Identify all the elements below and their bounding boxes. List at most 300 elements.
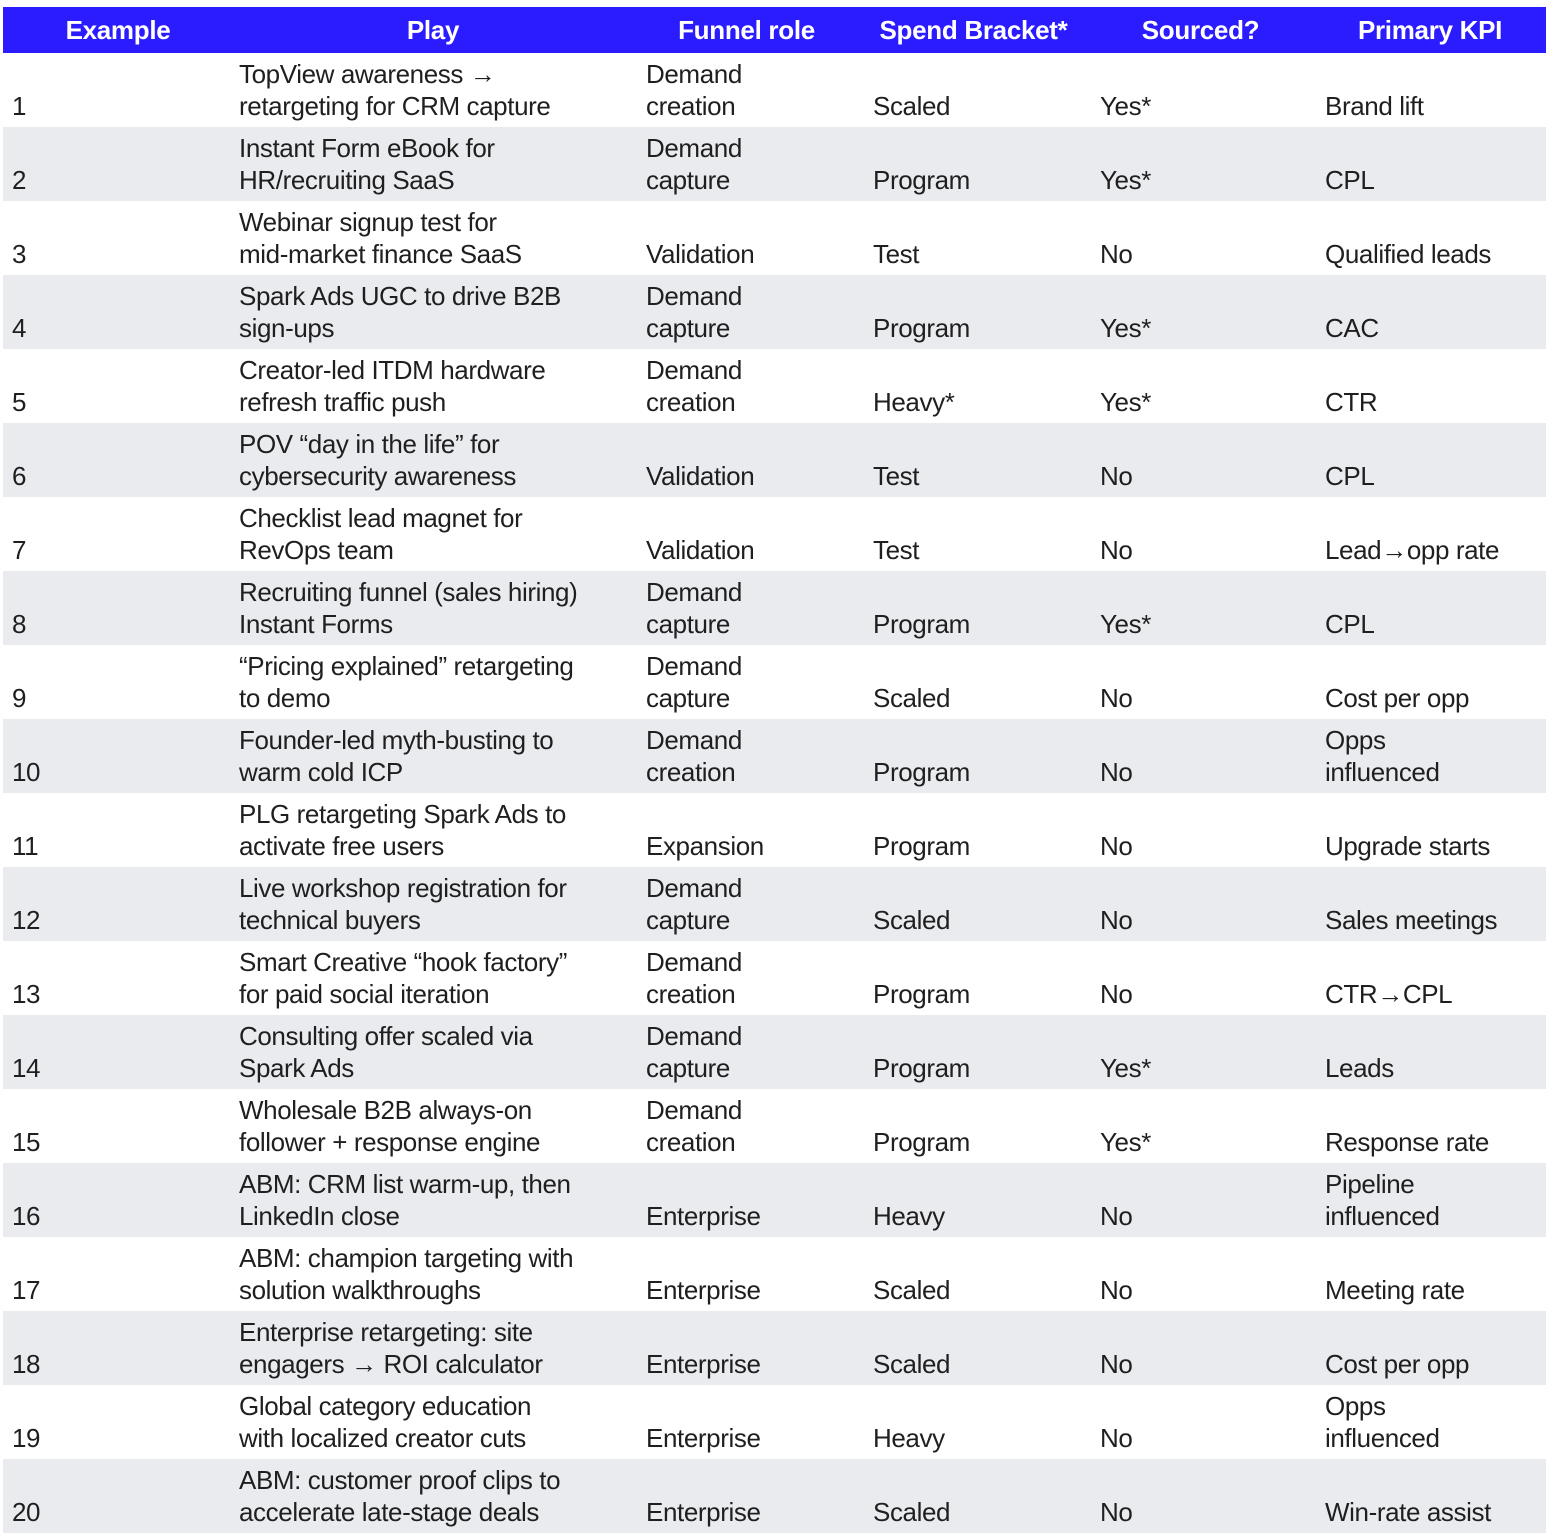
table-header [3,7,1546,53]
cell-spend-bracket: Heavy [873,1423,945,1453]
cell-sourced: No [1100,683,1133,713]
cell-play-line: “Pricing explained” retargeting [239,651,574,681]
cell-primary-kpi-text [1325,238,1491,270]
cell-spend-bracket: Program [873,1053,970,1083]
cell-primary-kpi-line: CPL [1325,165,1375,195]
cell-play-line: Spark Ads [239,1053,354,1083]
cell-funnel-role [640,1385,867,1459]
cell-funnel-role-line: Demand [646,1021,742,1051]
cell-play-text [239,1464,560,1528]
cell-play [233,275,640,349]
cell-play-text [239,428,516,492]
cell-spend-bracket: Scaled [873,905,951,935]
cell-primary-kpi-text [1325,1168,1440,1232]
cell-spend-bracket: Test [873,461,920,491]
cell-funnel-role [640,793,867,867]
cell-funnel-role-line: Enterprise [646,1275,761,1305]
cell-funnel-role [640,423,867,497]
cell-primary-kpi-line: Pipeline [1325,1169,1415,1199]
cell-spend-bracket: Program [873,1127,970,1157]
cell-play [233,1311,640,1385]
cell-play-line: Enterprise retargeting: site [239,1317,533,1347]
cell-example: 5 [12,387,27,417]
cell-spend-bracket: Program [873,313,970,343]
cell-funnel-role [640,719,867,793]
cell-play [233,1385,640,1459]
cell-play [233,867,640,941]
cell-play-line: follower + response engine [239,1127,541,1157]
cell-funnel-role [640,1089,867,1163]
cell-primary-kpi-line: Win-rate assist [1325,1497,1491,1527]
cell-play-text [239,354,545,418]
cell-sourced: Yes* [1100,1127,1151,1157]
cell-spend-bracket: Test [873,535,920,565]
cell-funnel-role-line: capture [646,165,730,195]
cell-play-line: solution walkthroughs [239,1275,481,1305]
cell-primary-kpi-line: Leads [1325,1053,1394,1083]
cell-play [233,349,640,423]
cell-primary-kpi-text [1325,1496,1491,1528]
cell-primary-kpi-text [1325,978,1452,1010]
cell-primary-kpi [1321,793,1546,867]
cell-play-line: with localized creator cuts [239,1423,526,1453]
cell-primary-kpi-text [1325,682,1469,714]
cell-primary-kpi-text [1325,608,1374,640]
cell-primary-kpi-line: CAC [1325,313,1379,343]
cell-funnel-role-line: capture [646,683,730,713]
cell-play-text [239,946,567,1010]
cell-funnel-role-text [646,132,742,196]
cell-play-line: Recruiting funnel (sales hiring) [239,577,578,607]
cell-primary-kpi [1321,719,1546,793]
cell-funnel-role-text [646,1496,761,1528]
cell-spend-bracket: Program [873,757,970,787]
cell-funnel-role [640,1163,867,1237]
cell-play-line: refresh traffic push [239,387,446,417]
cell-funnel-role-line: creation [646,757,736,787]
cell-play-line: Creator-led ITDM hardware [239,355,546,385]
table-row [3,1015,1546,1089]
cell-play [233,719,640,793]
cell-example: 11 [12,831,39,861]
header-sourced: Sourced? [1141,14,1260,45]
cell-primary-kpi [1321,1311,1546,1385]
cell-primary-kpi-line: influenced [1325,1201,1440,1231]
cell-primary-kpi-line: CTR [1325,387,1378,417]
cell-example: 12 [12,905,41,935]
cell-spend-bracket: Test [873,239,920,269]
cell-play [233,1237,640,1311]
cell-play-line: ABM: CRM list warm-up, then [239,1169,571,1199]
cell-funnel-role [640,497,867,571]
cell-funnel-role-text [646,946,742,1010]
cell-primary-kpi-line: Cost per opp [1325,1349,1470,1379]
cell-funnel-role-line: Demand [646,281,742,311]
cell-play-text [239,280,561,344]
cell-funnel-role [640,1459,867,1533]
cell-play [233,497,640,571]
playbook-table [3,7,1546,1533]
cell-play-line: retargeting for CRM capture [239,91,551,121]
cell-play-text [239,58,550,122]
cell-spend-bracket: Scaled [873,1497,951,1527]
table-row [3,1311,1546,1385]
cell-spend-bracket: Scaled [873,1275,951,1305]
table-row [3,1163,1546,1237]
table-row [3,867,1546,941]
cell-funnel-role-text [646,1200,761,1232]
cell-primary-kpi-line: Upgrade starts [1325,831,1490,861]
cell-example: 6 [12,461,27,491]
cell-funnel-role-line: Demand [646,355,742,385]
cell-primary-kpi-line: Response rate [1325,1127,1489,1157]
cell-funnel-role-line: Validation [646,535,755,565]
cell-funnel-role-line: Demand [646,59,742,89]
cell-funnel-role [640,1015,867,1089]
cell-play-line: Consulting offer scaled via [239,1021,533,1051]
cell-funnel-role-text [646,1348,761,1380]
cell-funnel-role [640,275,867,349]
cell-sourced: No [1100,979,1133,1009]
cell-play-text [239,206,522,270]
cell-primary-kpi [1321,941,1546,1015]
cell-primary-kpi-text [1325,386,1377,418]
header-spend-bracket: Spend Bracket* [879,14,1068,45]
cell-play-line: Founder-led myth-busting to [239,725,554,755]
cell-funnel-role-text [646,830,764,862]
cell-primary-kpi-text [1325,830,1490,862]
cell-funnel-role-line: Enterprise [646,1497,761,1527]
cell-spend-bracket: Program [873,831,970,861]
cell-sourced: Yes* [1100,609,1151,639]
table-row [3,349,1546,423]
cell-primary-kpi [1321,571,1546,645]
cell-example: 8 [12,609,27,639]
cell-funnel-role-line: creation [646,91,736,121]
table-row [3,423,1546,497]
cell-funnel-role-line: Demand [646,947,742,977]
cell-sourced: No [1100,831,1133,861]
cell-example: 1 [12,91,27,121]
cell-play-text [239,1242,573,1306]
cell-play-line: Global category education [239,1391,532,1421]
cell-sourced: No [1100,1275,1133,1305]
cell-primary-kpi [1321,1163,1546,1237]
cell-primary-kpi-text [1325,90,1424,122]
cell-primary-kpi-text [1325,1348,1469,1380]
table-row [3,1237,1546,1311]
cell-primary-kpi-text [1325,1052,1394,1084]
cell-sourced: No [1100,1349,1133,1379]
cell-funnel-role [640,1311,867,1385]
cell-play-line: Smart Creative “hook factory” [239,947,567,977]
cell-primary-kpi-line: CPL [1325,609,1375,639]
cell-play-text [239,502,522,566]
header-funnel-role: Funnel role [678,14,815,45]
cell-play-line: for paid social iteration [239,979,490,1009]
cell-play-line: POV “day in the life” for [239,429,500,459]
cell-sourced: Yes* [1100,387,1151,417]
cell-primary-kpi [1321,1459,1546,1533]
cell-primary-kpi-text [1325,1126,1489,1158]
cell-play-text [239,1020,533,1084]
cell-primary-kpi [1321,867,1546,941]
cell-funnel-role-line: Enterprise [646,1423,761,1453]
cell-primary-kpi-line: CPL [1325,461,1375,491]
cell-play-line: HR/recruiting SaaS [239,165,455,195]
cell-primary-kpi [1321,201,1546,275]
cell-play-text [239,132,495,196]
table-row [3,275,1546,349]
cell-play-text [239,872,567,936]
cell-sourced: Yes* [1100,165,1151,195]
cell-funnel-role-line: Demand [646,133,742,163]
cell-primary-kpi [1321,1385,1546,1459]
cell-primary-kpi [1321,645,1546,719]
cell-primary-kpi-line: influenced [1325,1423,1440,1453]
cell-funnel-role-line: Enterprise [646,1201,761,1231]
cell-play [233,1089,640,1163]
cell-funnel-role-text [646,1422,761,1454]
cell-funnel-role-line: capture [646,609,730,639]
header-primary-kpi: Primary KPI [1357,14,1503,45]
cell-funnel-role [640,201,867,275]
table-row [3,127,1546,201]
cell-spend-bracket: Scaled [873,683,951,713]
cell-primary-kpi [1321,349,1546,423]
cell-example: 17 [12,1275,41,1305]
cell-spend-bracket: Scaled [873,91,951,121]
table-row [3,941,1546,1015]
table-body [3,53,1546,1533]
table-row [3,53,1546,127]
cell-play-text [239,1094,540,1158]
cell-example: 3 [12,239,27,269]
cell-play-text [239,1316,543,1380]
cell-funnel-role-line: Demand [646,1095,742,1125]
cell-play [233,941,640,1015]
cell-funnel-role-line: creation [646,979,736,1009]
cell-play [233,1459,640,1533]
cell-sourced: No [1100,535,1133,565]
cell-play-text [239,724,553,788]
cell-play-line: cybersecurity awareness [239,461,516,491]
cell-play-line: Live workshop registration for [239,873,567,903]
cell-funnel-role [640,867,867,941]
cell-primary-kpi-text [1325,460,1374,492]
header-example: Example [65,14,171,45]
table-row [3,1089,1546,1163]
cell-example: 16 [12,1201,41,1231]
cell-primary-kpi [1321,53,1546,127]
cell-example: 4 [12,313,27,343]
cell-funnel-role-text [646,534,754,566]
table-row [3,793,1546,867]
cell-play-text [239,576,577,640]
cell-play-line: Instant Forms [239,609,393,639]
cell-play-line: mid-market finance SaaS [239,239,522,269]
cell-sourced: Yes* [1100,1053,1151,1083]
cell-example: 18 [12,1349,41,1379]
table-row [3,201,1546,275]
cell-spend-bracket: Program [873,979,970,1009]
cell-play-line: ABM: customer proof clips to [239,1465,561,1495]
cell-play [233,645,640,719]
cell-funnel-role [640,349,867,423]
cell-funnel-role-line: Enterprise [646,1349,761,1379]
table-row [3,719,1546,793]
cell-primary-kpi [1321,127,1546,201]
cell-funnel-role-text [646,724,742,788]
table-row [3,1385,1546,1459]
cell-play [233,571,640,645]
cell-funnel-role-text [646,238,754,270]
cell-funnel-role [640,127,867,201]
cell-funnel-role [640,645,867,719]
cell-primary-kpi-text [1325,724,1440,788]
cell-primary-kpi [1321,423,1546,497]
cell-primary-kpi-line: influenced [1325,757,1440,787]
cell-play-line: ABM: champion targeting with [239,1243,574,1273]
cell-primary-kpi [1321,497,1546,571]
cell-play [233,201,640,275]
cell-play-line: sign-ups [239,313,335,343]
cell-example: 14 [12,1053,41,1083]
cell-funnel-role-line: capture [646,1053,730,1083]
cell-primary-kpi [1321,1237,1546,1311]
cell-funnel-role-line: creation [646,387,736,417]
cell-primary-kpi-line: Qualified leads [1325,239,1491,269]
cell-sourced: No [1100,1423,1133,1453]
table-row [3,1459,1546,1533]
cell-primary-kpi-text [1325,164,1374,196]
cell-play-line: engagers → ROI calculator [239,1349,543,1379]
cell-play-text [239,650,573,714]
cell-primary-kpi-line: Meeting rate [1325,1275,1465,1305]
cell-play-line: Webinar signup test for [239,207,497,237]
cell-play-line: Instant Form eBook for [239,133,495,163]
cell-play [233,53,640,127]
cell-funnel-role-text [646,280,742,344]
cell-primary-kpi-line: CTR→CPL [1325,979,1453,1009]
cell-funnel-role-text [646,576,742,640]
cell-primary-kpi-text [1325,1274,1465,1306]
cell-play [233,127,640,201]
cell-sourced: No [1100,239,1133,269]
table-row [3,571,1546,645]
cell-funnel-role-line: Demand [646,873,742,903]
cell-spend-bracket: Heavy* [873,387,955,417]
cell-sourced: No [1100,461,1133,491]
table-row [3,497,1546,571]
cell-funnel-role-line: capture [646,905,730,935]
cell-example: 15 [12,1127,41,1157]
cell-play-text [239,798,566,862]
cell-play-line: TopView awareness → [239,59,496,89]
cell-example: 10 [12,757,41,787]
cell-example: 7 [12,535,27,565]
cell-play-text [239,1168,571,1232]
cell-primary-kpi-text [1325,1390,1440,1454]
cell-funnel-role [640,53,867,127]
cell-sourced: No [1100,1497,1133,1527]
cell-play-text [239,1390,531,1454]
cell-funnel-role-line: Validation [646,239,755,269]
cell-play-line: activate free users [239,831,444,861]
cell-funnel-role-text [646,872,742,936]
cell-primary-kpi-text [1325,904,1497,936]
cell-play-line: technical buyers [239,905,421,935]
cell-sourced: No [1100,905,1133,935]
cell-play-line: warm cold ICP [239,757,403,787]
cell-play [233,793,640,867]
cell-primary-kpi-line: Brand lift [1325,91,1424,121]
cell-sourced: Yes* [1100,313,1151,343]
cell-funnel-role-text [646,1020,742,1084]
cell-example: 20 [12,1497,41,1527]
cell-spend-bracket: Heavy [873,1201,945,1231]
cell-funnel-role [640,941,867,1015]
cell-funnel-role-line: creation [646,1127,736,1157]
cell-primary-kpi [1321,1089,1546,1163]
cell-play [233,1163,640,1237]
cell-funnel-role-line: Demand [646,651,742,681]
cell-primary-kpi [1321,275,1546,349]
cell-funnel-role-text [646,354,742,418]
cell-play-line: Wholesale B2B always-on [239,1095,532,1125]
cell-play-line: Checklist lead magnet for [239,503,523,533]
cell-primary-kpi-line: Cost per opp [1325,683,1470,713]
cell-play-line: to demo [239,683,331,713]
cell-play [233,423,640,497]
cell-spend-bracket: Program [873,165,970,195]
cell-primary-kpi-line: Opps [1325,725,1386,755]
cell-sourced: No [1100,757,1133,787]
cell-play-line: LinkedIn close [239,1201,400,1231]
cell-funnel-role-text [646,460,754,492]
cell-example: 9 [12,683,27,713]
table-row [3,645,1546,719]
cell-example: 19 [12,1423,41,1453]
cell-spend-bracket: Scaled [873,1349,951,1379]
cell-funnel-role-line: Validation [646,461,755,491]
cell-spend-bracket: Program [873,609,970,639]
cell-play-line: accelerate late-stage deals [239,1497,539,1527]
cell-play-line: Spark Ads UGC to drive B2B [239,281,561,311]
cell-funnel-role [640,1237,867,1311]
cell-funnel-role-line: capture [646,313,730,343]
cell-example: 13 [12,979,41,1009]
cell-example: 2 [12,165,27,195]
cell-funnel-role-line: Demand [646,725,742,755]
cell-funnel-role-text [646,650,742,714]
cell-funnel-role-text [646,1274,761,1306]
cell-funnel-role-line: Expansion [646,831,764,861]
cell-funnel-role-line: Demand [646,577,742,607]
cell-play-line: PLG retargeting Spark Ads to [239,799,566,829]
cell-primary-kpi-line: Lead→opp rate [1325,535,1500,565]
cell-funnel-role-text [646,58,742,122]
cell-sourced: Yes* [1100,91,1151,121]
cell-primary-kpi-text [1325,312,1379,344]
cell-primary-kpi [1321,1015,1546,1089]
cell-sourced: No [1100,1201,1133,1231]
cell-primary-kpi-line: Sales meetings [1325,905,1498,935]
header-play: Play [406,14,460,45]
cell-primary-kpi-line: Opps [1325,1391,1386,1421]
cell-funnel-role-text [646,1094,742,1158]
cell-funnel-role [640,571,867,645]
